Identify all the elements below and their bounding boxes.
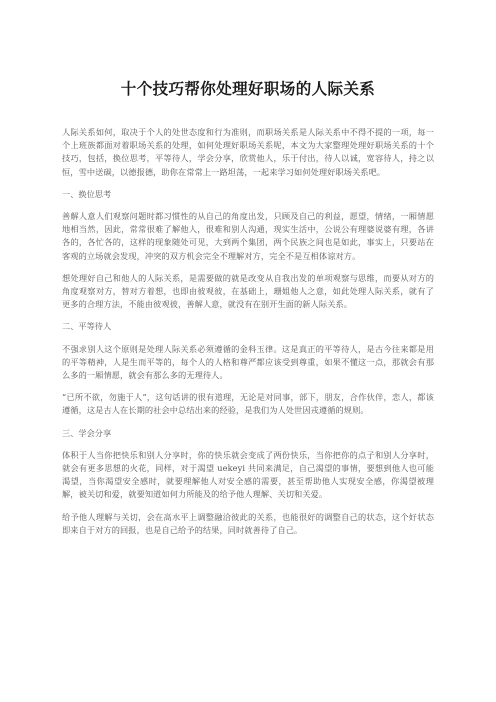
page-title: 十个技巧帮你处理好职场的人际关系: [120, 80, 376, 99]
intro-paragraph: 人际关系如何，取决于个人的处世态度和行为准则，而职场关系是人际关系中不得不提的一项，每一个上班族都面对着职场关系的处理，如何处理好职场关系呢，本文为大家整理处理好职场关系的十个技巧，包括，换位思考，平等待人，学会分享，欣赏他人，乐于付出，待人以诚，宽容待人，持之以恒，雪中送碳，以德报德，助你在常常上一路坦荡，一起来学习如何处理好职场关系吧。: [62, 127, 434, 177]
section-2-paragraph-2: “已所不欲，勿施于人”，这句话讲的很有道理，无论是对同事，部下，朋友，合作伙伴，恋人，都该遵循，这是古人在长期的社会中总结出来的经验，是我们为人处世因戎遵循的规则。: [62, 392, 434, 416]
section-1-paragraph-2: 想处理好自己和他人的人际关系，是需要做的就是改变从自我出发的单项观察与思维，而要从对方的角度观察对方，替对方着想，也即由彼观彼，在基础上，珊姐他人之意，如此处理人际关系，就有了更多的合理方法，不能由彼观彼，善解人意，就没有在别开生面的新人际关系。: [62, 272, 434, 310]
section-heading-2: 二、平等待人: [62, 321, 112, 332]
section-1-paragraph-1: 善解人意人们观察问题时都习惯性的从自己的角度出发，只顾及自己的利益，愿望，情绪，一厢情愿地相当然，因此，常常很难了解他人，很难和别人沟通，现实生活中，公说公有理婆说婆有理，各讲各的，各忙各的，这样的现象随处可见，大到两个集团，两个民族之间也是如此，事实上，只要站在客观的立场就会发现，冲突的双方机会完全不理解对方，完全不是互相体谅对方。: [62, 211, 434, 261]
section-3-paragraph-2: 给予他人理解与关切，会在高水平上调整融洽彼此的关系，也能很好的调整自己的状态，这个好状态即来自于对方的回报，也是自己给予的结果，同时就善待了自己。: [62, 511, 434, 535]
article-body: [62, 126, 434, 546]
section-heading-1: 一、换位思考: [62, 188, 112, 199]
section-2-paragraph-1: 不强求别人这个原则是处理人际关系必须遵循的金科玉律。这是真正的平等待人，是古今往来都是用的平等精神，人是生而平等的，每个人的人格和尊严都应该受到尊重，如果不懂这一点，那就会有那么多的一厢情愿，就会有那么多的无理待人。: [62, 343, 434, 381]
section-3-paragraph-1: 体积于人当你把快乐和别人分享时，你的快乐就会变成了两份快乐，当你把你的点子和别人分享时，就会有更多思想的火花，同样，对于渴望 uekeyi 共同来满足，自己渴望的事情，要想到他人也可能渴望，当你渴望安全感时，就要理解他人对安全感的需要，甚至帮助他人实现安全感，你渴望被理解，被关切和爱，就要知道如何力所能及的给予他人理解、关切和关爱。: [62, 449, 434, 500]
section-heading-3: 三、学会分享: [62, 427, 112, 438]
